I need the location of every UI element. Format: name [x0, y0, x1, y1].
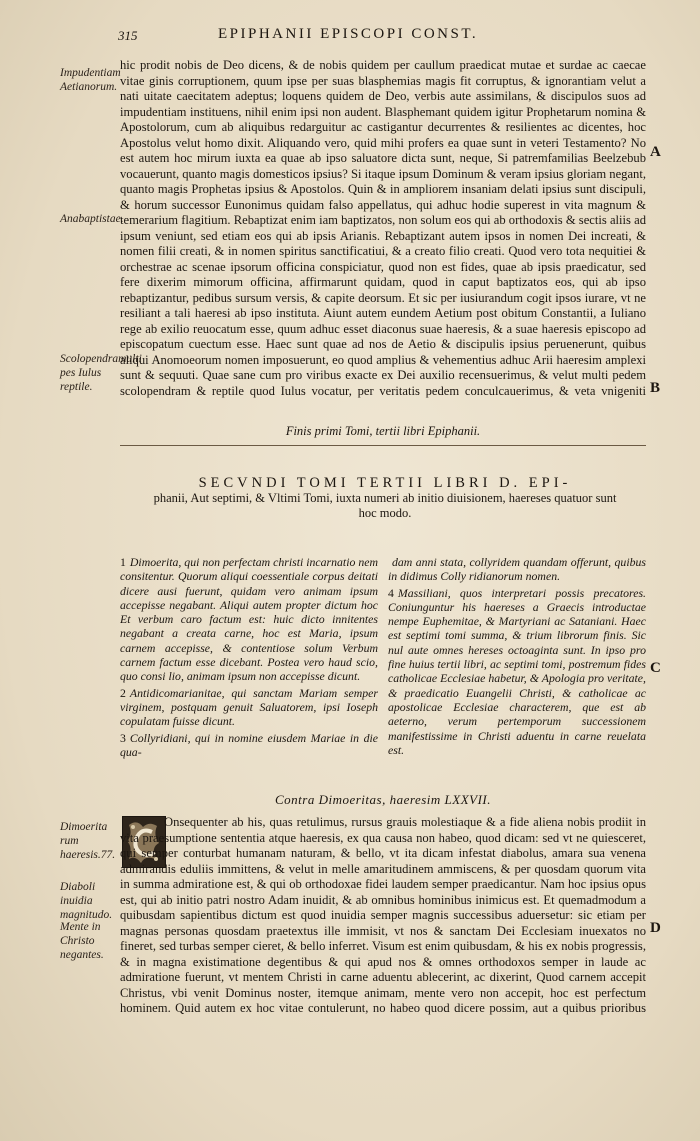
item-text: Dimoerita, qui non perfectam christi incarnatio nem consitentur. Quorum aliqui coessentiale corpus deitati dicere ausi fuerunt, quidam vero animam ipsum accepisse negabant. Aliqui autem propter dictum hoc Et verbum caro factum est: huic dicto innitentes negabant a creata carne, hoc est Maria, ipsum carnem accepisse, & contentiose solum Verbum carnem factum esse dicebant. Postea vero haud scio, quo consi lio, animam ipsum non accepisse dicunt.: [120, 555, 378, 684]
chapter-paragraph: Onsequenter ab his, quas retulimus, rursus grauis molestiaque & a fide aliena nobis prodiit in vita praesumptione sententia atque haeresis, ex qua causa non habeo, quod dicam: sed vt ne quiesceret, qui semper conturbat humanam naturam, & bello, vt ita dicam infestat diabolus, amara sua venena admirandis eduliis immittens, & velut in melle amaritudinem ammiscens, & per quosdam quorum vita in summa admiratione est, & qui ob orthodoxae fidei laudem semper praedicantur. Nam hoc ipsius opus est, qui ab initio patri nostro Adam inuidit, & ab omnibus hominibus inimicus est. Et quemadmodum a quibusdam sapientibus dictum est quod inuidia semper magnis successibus aduersetur: sic etiam per magnas personas quosdam praetextus ille immisit, vt nos & sanctam Dei Ecclesiam inuexatos no fineret, sed turbas semper cieret, & bello inferret. Visum est enim quibusdam, & his ex nobis progressis, & in magna existimatione degentibus & qui apud nos & omnes orthodoxos semper in laude ac admiratione fuerunt, vt mentem Christi in carne aduentu ablecerint, ac dixerint, Quod carnem accepit Christus, vbi venit Dominus noster, itemque animam, mente vero non accepit, hoc est perfectum hominem. Quid autem ex hoc vitae contulerunt, no habeo quod dicere possim, aut a quibus prioribus: [120, 815, 646, 1015]
margin-note-aetiani: Impudentiam Aetianorum.: [60, 67, 121, 93]
chapter-title: Contra Dimoeritas, haeresim LXXVII.: [275, 792, 491, 807]
item-number: 3: [120, 730, 126, 745]
list-item: [120, 555, 378, 684]
margin-letter-d: D: [650, 920, 661, 936]
top-rule: [120, 445, 646, 446]
main-paragraph: hic prodit nobis de Deo dicens, & de nobis quidem per caullum praedicat mutae et surdae ac caecae vitae ginis corruptionem, quum ipse per suas blasphemias magis fit corruptus, & ignorantiam velut a nati uitate caecitatem adeptus; loquens quidem de Deo, verbis aute assimilans, & discipulos suos ad impudentiam instituens, nihil enim ipsi non audent. Blasphemant quidem igitur Prophetarum nomina & Apostolorum, cum ab aliquibus redarguitur ac castigantur decurrentes & resilientes ac dicentes, hoc Apostolus velut homo dixit. Aliquando vero, quid mihi profers ea quae sunt in veteri Testamento? No est autem hoc mirum iuxta ea quae ab ipso saluatore dicta sunt, neque, Si patremfamilias Beelzebub vocauerunt, quanto magis domesticos ipsius? Si itaque ipsum Dominum & veram ipsius gloriam negant, quanto magis Prophetas ipsius & Apostolos. Quin & in ampliorem insaniam delati ipsius sunt discipuli, & horum successor Eunonimus quidam falso appellatus, qui adhuc hodie superest in vita magnum & temerarium flagitium. Rebaptizat enim iam baptizatos, non solum eos qui ab orthodoxis & sectis aliis ad ipsum veniunt, sed etiam eos qui ab ipsis Arianis. Rebaptizant autem ipsos in nomen Dei increati, & nomen filii creati, & in nomen spiritus sanctificatiui, & a creato filio creati. Quod vero tota nequitiei & orchestrae ac scenae ipsorum officina conspiciatur, quod non est fides, quae ab ipsis praedicatur, sed fere dixerim mimorum officina, affirmarunt quidam, quod in caput baptizatos eos, qui ab ipso rebaptizantur, pedibus sursum versis, & capite deorsum. Et sic per iusiurandum cogit ipsos iurare, vt ne resiliant a tali haeresi ab ipso instituta. Aiunt autem eundem Aetium post obitum Constantii, a Iuliano rege ab exilio reuocatum esse, quum adhuc esset diaconus suae haeresis, & a suae haeresis episcopo ad episcopatum cuectum esse. Haec sunt quae ad nos de Aetio & discipulis ipsius peruenerunt, quibus aliqui Anomoeorum nomen imposuerunt, eo quod amplius & vehementius adhuc Arii haeresim amplexi sunt & sequuti. Quae sane cum pro viribus exacte ex Dei auxilio recensuerimus, & velut multi pedem scolopendram & reptile quod Iulus vocatur, per veritatis pedem conculcauerimus, & veta vnigeniti: [120, 58, 646, 398]
running-head: EPIPHANII EPISCOPI CONST.: [218, 26, 479, 42]
list-item: [388, 555, 646, 584]
colophon: Finis primi Tomi, tertii libri Epiphanii.: [285, 424, 481, 438]
list-item: [120, 731, 378, 760]
margin-note-mente: Mente in Christo negantes.: [60, 921, 104, 961]
margin-note-anabaptistae: Anabaptistae.: [60, 213, 124, 225]
item-text: Antidicomarianitae, qui sanctam Mariam semper virginem, postquam genuit Saluatorem, ipsi Ioseph copulatam fuisse dicunt.: [120, 685, 378, 729]
heresy-column-left: [120, 555, 378, 765]
margin-note-scolopendra: Scolopendramulti pes Iulus reptile.: [60, 353, 142, 393]
page-number: 315: [118, 28, 138, 43]
margin-letter-a: A: [650, 144, 661, 160]
item-text: Massiliani, quos interpretari possis precatores. Coniunguntur his haereses a Graecis introductae nempe Euphemitae, & Martyriani ac Sataniani. Haec est septimi tomi summa, & trium librorum finis. Sic nul aute omnes hereses octoaginta sunt. In ipso pro fine huius tertii libri, ac septimi tomi, postremum fides catholicae Ecclesiae habetur, & Apologia pro veritate, & praedicatio Euangelii Christi, & catholicae ac apostolicae Ecclesiae characterem, que est ab aeterno, verum pertemporum successionem manifestissime in Christi aduentu in carne reuelata est.: [388, 585, 646, 757]
margin-letter-c: C: [650, 660, 661, 676]
section-title: [150, 476, 620, 521]
margin-note-diaboli: Diaboli inuidia magnitudo.: [60, 881, 113, 921]
item-number: 1: [120, 555, 126, 569]
item-text: dam anni stata, collyridem quandam offerunt, quibus in didimus Colly ridianorum nomen.: [388, 555, 646, 584]
heresy-list: [120, 555, 646, 765]
main-text-block: [120, 58, 646, 400]
page-header: [118, 26, 658, 50]
section-title-rest: phanii, Aut septimi, & Vltimi Tomi, iuxta numeri ab initio diuisionem, haereses quatuor sunt hoc modo.: [153, 491, 617, 520]
section-title-caps: SECVNDI TOMI TERTII LIBRI D. EPI-: [198, 475, 572, 491]
list-item: [120, 686, 378, 729]
item-text: Collyridiani, qui in nomine eiusdem Mariae in die qua-: [120, 730, 378, 759]
list-item: [388, 586, 646, 758]
item-number: 2: [120, 685, 126, 700]
chapter-text-block: [120, 815, 646, 1015]
margin-note-dimoeritae: Dimoerita rum haeresis.77.: [60, 821, 116, 861]
item-number: 4: [388, 585, 394, 600]
margin-letter-b: B: [650, 380, 661, 396]
heresy-column-right: [388, 555, 646, 765]
